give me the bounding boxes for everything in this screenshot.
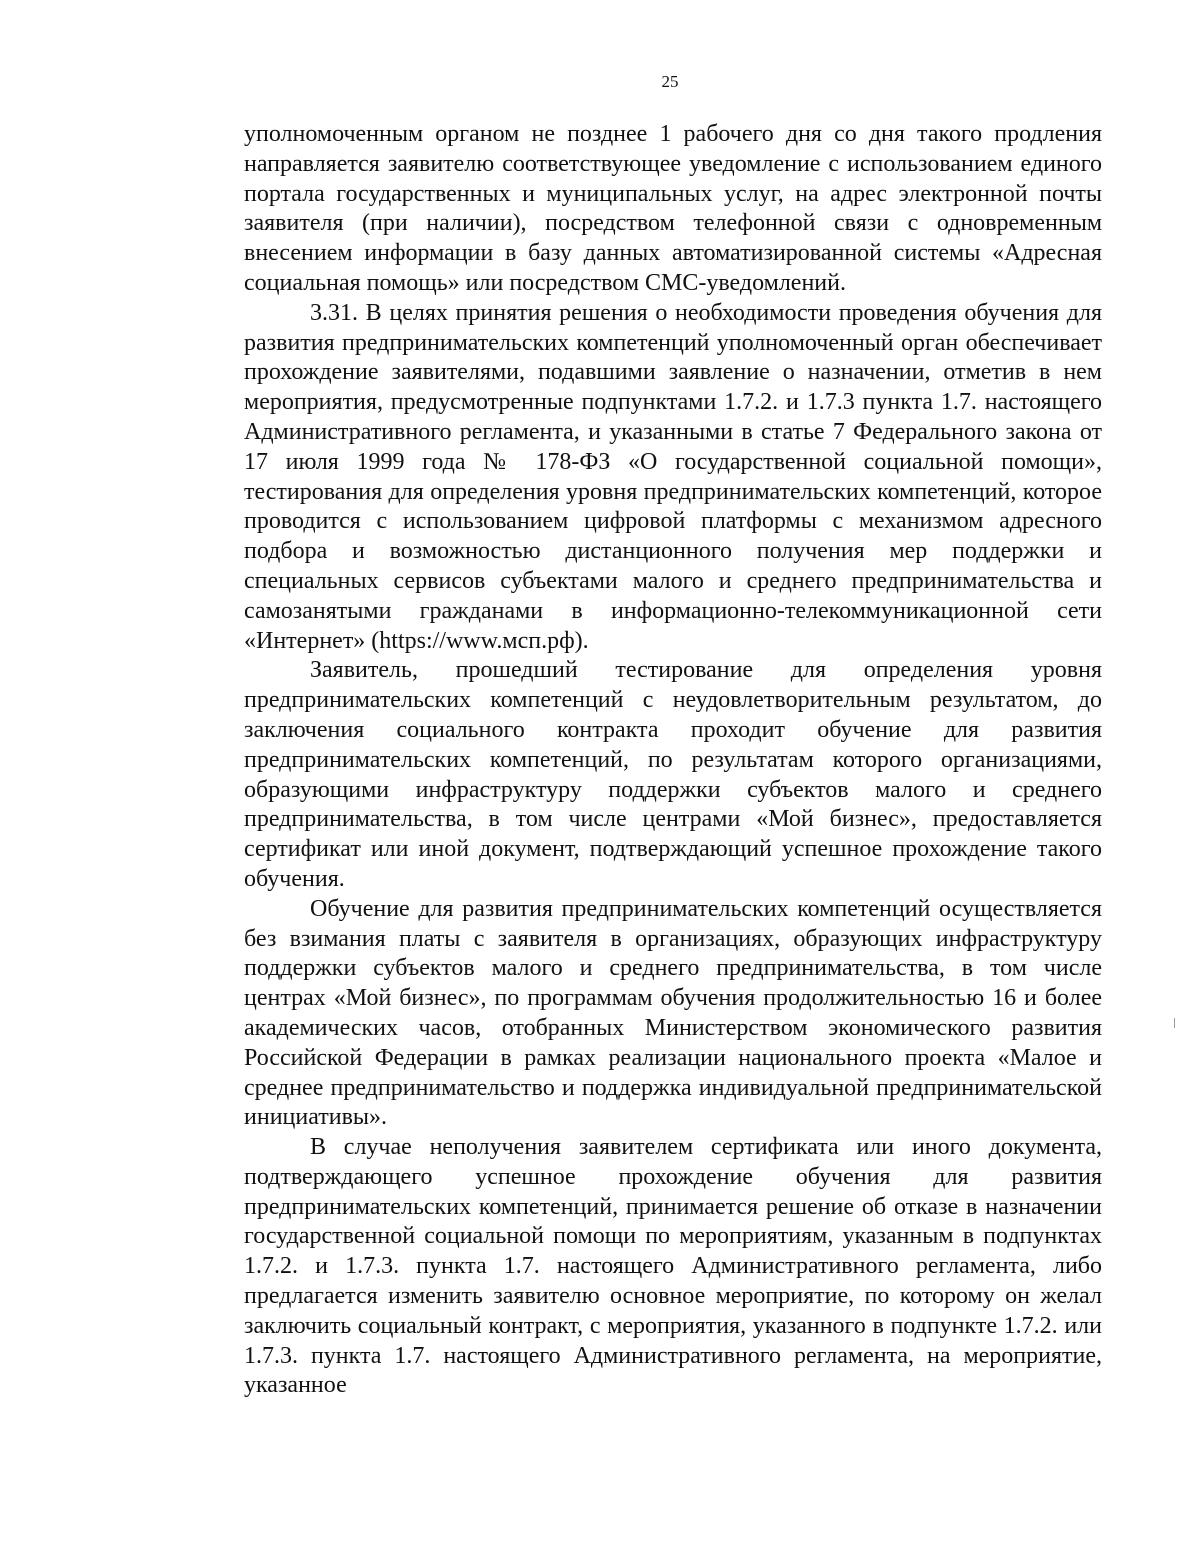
paragraph-refusal-case: В случае неполучения заявителем сертификата или иного документа, подтверждающего успешное прохождение обучения для развития предпринимательских компетенций, принимается решение об отказе в назначении государственной социальной помощи по мероприятиям, указанным в подпунктах 1.7.2. и 1.7.3. пункта 1.7. настоящего Административного регламента, либо предлагается изменить заявителю основное мероприятие, по которому он желал заключить социальный контракт, с мероприятия, указанного в подпункте 1.7.2. или 1.7.3. пункта 1.7. настоящего Административного регламента, на мероприятие, указанное [244,1134,1102,1399]
paragraph-testing-result: Заявитель, прошедший тестирование для определения уровня предпринимательских компетенций с неудовлетворительным результатом, до заключения социального контракта проходит обучение для развития предпринимательских компетенций, по результатам которого организациями, образующими инфраструктуру поддержки субъектов малого и среднего предпринимательства, в том числе центрами «Мой бизнес», предоставляется сертификат или иной документ, подтверждающий успешное прохождение такого обучения. [244,657,1102,892]
page-number: 25 [661,72,679,91]
scan-margin-mark [1174,1018,1175,1028]
paragraph-continuation: уполномоченным органом не позднее 1 рабочего дня со дня такого продления направляется заявителю соответствующее уведомление с использованием единого портала государственных и муниципальных услуг, на адрес электронной почты заявителя (при наличии), посредством телефонной связи с одновременным внесением информации в базу данных автоматизированной системы «Адресная социальная помощь» или посредством СМС-уведомлений. [244,121,1102,296]
paragraph-training-terms: Обучение для развития предпринимательских компетенций осуществляется без взимания платы с заявителя в организациях, образующих инфраструктуру поддержки субъектов малого и среднего предпринимательства, в том числе центрах «Мой бизнес», по программам обучения продолжительностью 16 и более академических часов, отобранных Министерством экономического развития Российской Федерации в рамках реализации национального проекта «Малое и среднее предпринимательство и поддержка индивидуальной предпринимательской инициативы». [244,895,1102,1131]
document-body [244,120,1102,1401]
paragraph-clause-3-31: 3.31. В целях принятия решения о необходимости проведения обучения для развития предпринимательских компетенций уполномоченный орган обеспечивает прохождение заявителями, подавшими заявление о назначении, отметив в нем мероприятия, предусмотренные подпунктами 1.7.2. и 1.7.3 пункта 1.7. настоящего Административного регламента, и указанными в статье 7 Федерального закона от 17 июля 1999 года № 178-ФЗ «О государственной социальной помощи», тестирования для определения уровня предпринимательских компетенций, которое проводится с использованием цифровой платформы с механизмом адресного подбора и возможностью дистанционного получения мер поддержки и специальных сервисов субъектами малого и среднего предпринимательства и самозанятыми гражданами в информационно-телекоммуникационной сети «Интернет» (https://www.мсп.рф). [244,299,1102,654]
